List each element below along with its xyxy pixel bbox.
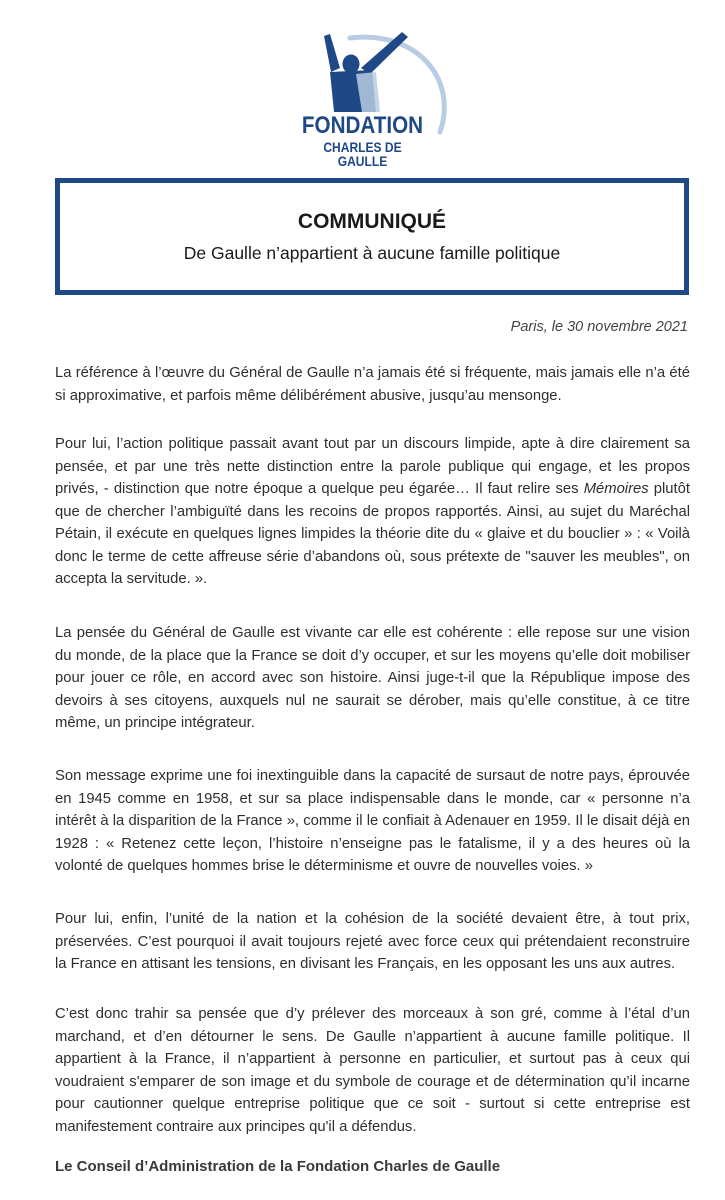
communique-subtitle: De Gaulle n’appartient à aucune famille politique <box>183 243 561 263</box>
paragraph-3: La pensée du Général de Gaulle est vivante car elle est cohérente : elle repose sur une vision du monde, de la place que la France se doit d’y occuper, et sur les moyens qu’elle doit mobiliser pour jouer ce rôle, en accord avec son histoire. Ainsi juge-t-il que la République impose des devoirs à ses citoyens, auxquels nul ne saurait se dérober, mais qu’elle constitue, à ce titre même, un principe intégrateur. <box>55 625 690 731</box>
communique-title: COMMUNIQUÉ <box>297 210 447 233</box>
paragraph-2-part-2: plutôt que de chercher l’ambiguïté dans les recoins de propos rapportés. Ainsi, au sujet du Maréchal Pétain, il exécute en quelques lignes limpides la théorie dite du « glaive et du bouclier » : « Voilà donc le terme de cette affreuse série d’abandons où, sous prétexte de "sauver les meubles", on accepta la servitude. ». <box>55 481 690 587</box>
signature: Le Conseil d’Administration de la Fondation Charles de Gaulle <box>55 1158 501 1175</box>
paragraph-2-part-1: Pour lui, l’action politique passait avant tout par un discours limpide, apte à dire clairement sa pensée, et par une très nette distinction entre la parole publique qui engage, et les propos privés, - distinction que notre époque a quelque peu égarée… Il faut relire ses <box>55 436 690 497</box>
date-line: Paris, le 30 novembre 2021 <box>510 319 688 335</box>
paragraph-5: Pour lui, enfin, l’unité de la nation et la cohésion de la société devaient être, à tout prix, préservées. C’est pourquoi il avait toujours rejeté avec force ceux qui prétendaient reconstruire la France en attisant les tensions, en divisant les Français, en les opposant les uns aux autres. <box>55 911 690 972</box>
paragraph-4: Son message exprime une foi inextinguible dans la capacité de sursaut de notre pays, éprouvée en 1945 comme en 1958, et sur sa place indispensable dans le monde, car « personne n’a intérêt à la disparition de la France », comme il le confiait à Adenauer en 1959. Il le disait déjà en 1928 : « Retenez cette leçon, l’histoire n’enseigne pas le fatalisme, il y a des heures où la volonté de quelques hommes brise le déterminisme et ouvre de nouvelles voies. » <box>55 768 690 874</box>
paragraph-2 <box>55 433 690 591</box>
paragraph-1: La référence à l’œuvre du Général de Gaulle n’a jamais été si fréquente, mais jamais elle n’a été si approximative, et parfois même délibérément abusive, jusqu’au mensonge. <box>55 365 690 404</box>
fondation-logo <box>290 28 450 169</box>
logo-title: FONDATION <box>301 112 424 139</box>
communique-title-box <box>55 178 689 295</box>
paragraph-6: C’est donc trahir sa pensée que d’y prélever des morceaux à son gré, comme à l’étal d’un marchand, et d’en détourner le sens. De Gaulle n’appartient à aucune famille politique. Il appartient à la France, il n’appartient à personne en particulier, et surtout pas à ceux qui voudraient s'emparer de son image et du symbole de courage et de détermination qu’il incarne pour cautionner quelque entreprise politique que ce soit - surtout si cette entreprise est manifestement contraire aux principes qu'il a défendus. <box>55 1006 690 1135</box>
logo-subtitle: CHARLES DE GAULLE <box>323 139 402 169</box>
memoires-title: Mémoires <box>583 481 649 497</box>
